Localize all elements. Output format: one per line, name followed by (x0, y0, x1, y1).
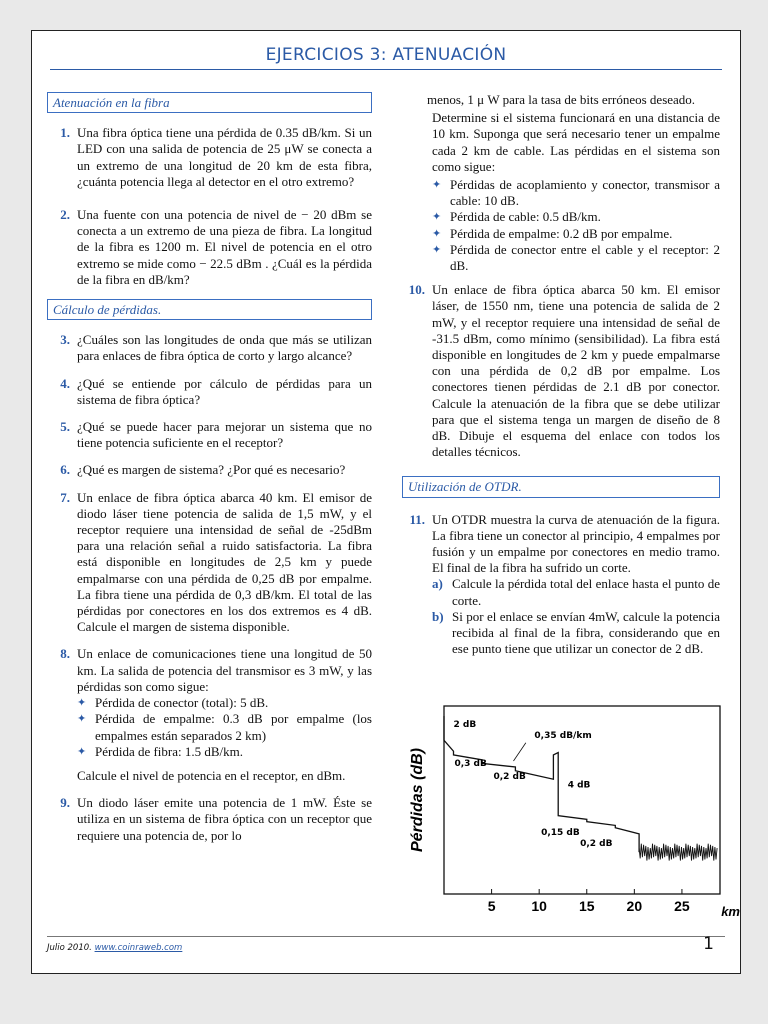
section-otdr: Utilización de OTDR. (402, 476, 720, 497)
diamond-bullet-icon: ✦ (432, 227, 442, 240)
footer-date: Julio 2010. (47, 943, 92, 953)
bullet-item (432, 177, 720, 209)
bullet-text: Pérdida de fibra: 1.5 dB/km. (95, 743, 244, 759)
question-2 (47, 207, 372, 288)
question-text: Un diodo láser emite una potencia de 1 mW. Éste se utiliza en un sistema de fibra óptica con un receptor que requiere una potencia de, por lo (77, 795, 372, 843)
chart-annotation: 4 dB (567, 780, 591, 791)
chart-annotation: 0,2 dB (493, 772, 526, 783)
diamond-bullet-icon: ✦ (432, 211, 442, 224)
sub-marker: a) (432, 576, 443, 592)
chart-annotation: 0,2 dB (580, 839, 613, 850)
question-4 (47, 376, 372, 408)
question-11-intro: Un OTDR muestra la curva de atenuación de la figura. La fibra tiene un conector al principio, 4 empalmes por fusión y un empalme por conectores en medio tramo. El final de la fibra ha sufrido un corte. (432, 511, 720, 576)
bullet-item (432, 209, 720, 225)
sub-question-b (432, 609, 720, 658)
footer (47, 943, 182, 953)
x-axis-label: km (721, 904, 740, 919)
question-number: 5. (60, 419, 70, 435)
diamond-bullet-icon: ✦ (77, 745, 87, 758)
x-tick-label: 5 (487, 898, 496, 914)
bullet-item (77, 695, 372, 711)
footer-link[interactable]: www.coinraweb.com (94, 943, 183, 953)
bullet-text: Pérdida de empalme: 0.2 dB por empalme. (450, 225, 673, 241)
document-page (31, 30, 741, 974)
question-number: 6. (60, 462, 70, 478)
bullet-text: Pérdidas de acoplamiento y conector, transmisor a cable: 10 dB. (450, 177, 720, 209)
diamond-bullet-icon: ✦ (432, 243, 442, 256)
question-number: 3. (60, 332, 70, 348)
diamond-bullet-icon: ✦ (77, 697, 87, 710)
question-8-intro: Un enlace de comunicaciones tiene una longitud de 50 km. La salida de potencia del transmisor es 3 mW, y las pérdidas son como sigue: (77, 646, 372, 694)
sub-text: Si por el enlace se envían 4mW, calcule la potencia recibida al final de la fibra, considerando que en ese punto tiene que utilizar un conector de 2 dB. (452, 608, 720, 657)
question-8-after: Calcule el nivel de potencia en el receptor, en dBm. (77, 767, 346, 783)
question-text: Un enlace de fibra óptica abarca 50 km. El emisor láser, de 1550 nm, tiene una potencia de salida de 2 mW, y el receptor requiere una intensidad de señal de -31.5 dBm, como mínimo (sensibilidad). La fibra está disponible en longitudes de 2 km y puede empalmarse con una pérdida de 0,2 dB por empalme. Los conectores tienen pérdidas de 2.1 dB por conector. Calcule la atenuación de la fibra que se debe utilizar para que el sistema tenga un margen de diseño de 8 dB. Dibuje el esquema del enlace con todos los detalles técnicos. (432, 282, 720, 460)
bullet-item (77, 744, 372, 760)
question-6 (47, 462, 372, 478)
question-9-continued: menos, 1 μ W para la tasa de bits erróneos deseado. (426, 92, 696, 107)
bullet-item (432, 242, 720, 274)
question-number: 4. (60, 375, 70, 391)
question-text: Una fibra óptica tiene una pérdida de 0.35 dB/km. Si un LED con una salida de potencia de 25 μW se conecta a un extremo de una longitud de 20 km de esta fibra, ¿cuánta potencia llega al detector en el otro extremo? (77, 125, 372, 189)
sub-question-a (432, 576, 720, 608)
question-number: 8. (60, 646, 70, 662)
question-text (432, 512, 720, 658)
question-1 (47, 125, 372, 190)
question-number: 10. (408, 282, 425, 298)
question-5 (47, 419, 372, 451)
question-9 (47, 795, 372, 844)
question-number: 7. (60, 489, 70, 505)
question-text: ¿Qué es margen de sistema? ¿Por qué es necesario? (77, 462, 346, 478)
question-text: Un enlace de fibra óptica abarca 40 km. El emisor de diodo láser tiene potencia de salida de 1,5 mW, y el receptor requiere una intensidad de señal de -25dBm para una relación señal a ruido satisfactoria. La fibra está disponible en longitudes de 2,5 km y puede empalmarse con una pérdida de 0,25 dB por empalme. La fibra tiene una pérdida de 0,3 dB/km. El total de las pérdidas por conectores en los dos extremos es 4 dB. Calcule el margen de sistema disponible. (77, 489, 372, 635)
question-9-continued-2: Determine si el sistema funcionará en una distancia de 10 km. Suponga que será necesario tener un empalme cada 2 km de cable. Las pérdidas en el sistema son como sigue: (432, 110, 720, 174)
question-text: ¿Qué se puede hacer para mejorar un sistema que no tiene potencia suficiente en el receptor? (77, 419, 372, 451)
question-number: 2. (60, 207, 70, 223)
bullet-item (432, 226, 720, 242)
diamond-bullet-icon: ✦ (77, 713, 87, 726)
question-9-bullets (432, 177, 720, 274)
question-number: 11. (409, 511, 425, 527)
question-text: ¿Cuáles son las longitudes de onda que más se utilizan para enlaces de fibra óptica de corto y largo alcance? (77, 332, 372, 364)
bullet-item (77, 711, 372, 743)
left-column (47, 92, 372, 855)
footer-rule (47, 936, 725, 937)
bullet-text: Pérdida de conector entre el cable y el receptor: 2 dB. (450, 241, 720, 274)
question-10 (402, 282, 720, 460)
right-column (402, 92, 720, 669)
x-tick-label: 25 (674, 898, 690, 914)
question-8 (47, 646, 372, 784)
question-7 (47, 490, 372, 636)
chart-annotation: 0,35 dB/km (534, 730, 592, 741)
question-number: 9. (60, 795, 70, 811)
question-11 (402, 512, 720, 658)
question-text: ¿Qué se entiende por cálculo de pérdidas para un sistema de fibra óptica? (77, 375, 372, 407)
x-tick-label: 20 (626, 898, 643, 914)
section-atenuacion: Atenuación en la fibra (47, 92, 372, 113)
y-axis-label: Pérdidas (dB) (409, 747, 426, 853)
question-text: Una fuente con una potencia de nivel de − 20 dBm se conecta a un extremo de una pieza de fibra. La longitud de la fibra es 1200 m. El nivel de potencia en el otro extremo se mide como − 22.5 dBm . ¿Cuál es la pérdida de la fibra en dB/km? (77, 207, 372, 287)
chart-annotation: 0,3 dB (454, 758, 487, 769)
x-tick-label: 10 (531, 898, 547, 914)
bullet-text: Pérdida de cable: 0.5 dB/km. (450, 209, 601, 225)
chart-annotation: 2 dB (453, 719, 477, 730)
title-rule (50, 69, 722, 70)
bullet-text: Pérdida de empalme: 0.3 dB por empalme (los empalmes están separados 2 km) (95, 711, 372, 743)
sub-marker: b) (432, 608, 444, 624)
page-title: EJERCICIOS 3: ATENUACIÓN (265, 45, 507, 65)
question-text (77, 646, 372, 784)
otdr-chart (402, 696, 740, 926)
section-calculo: Cálculo de pérdidas. (47, 299, 372, 320)
chart-annotation: 0,15 dB (541, 828, 580, 839)
page-number: 1 (703, 934, 714, 954)
sub-text: Calcule la pérdida total del enlace hasta el punto de corte. (452, 576, 720, 608)
question-3 (47, 332, 372, 364)
question-number: 1. (60, 125, 70, 141)
diamond-bullet-icon: ✦ (432, 179, 442, 192)
bullet-text: Pérdida de conector (total): 5 dB. (95, 695, 269, 711)
x-tick-label: 15 (578, 898, 595, 914)
